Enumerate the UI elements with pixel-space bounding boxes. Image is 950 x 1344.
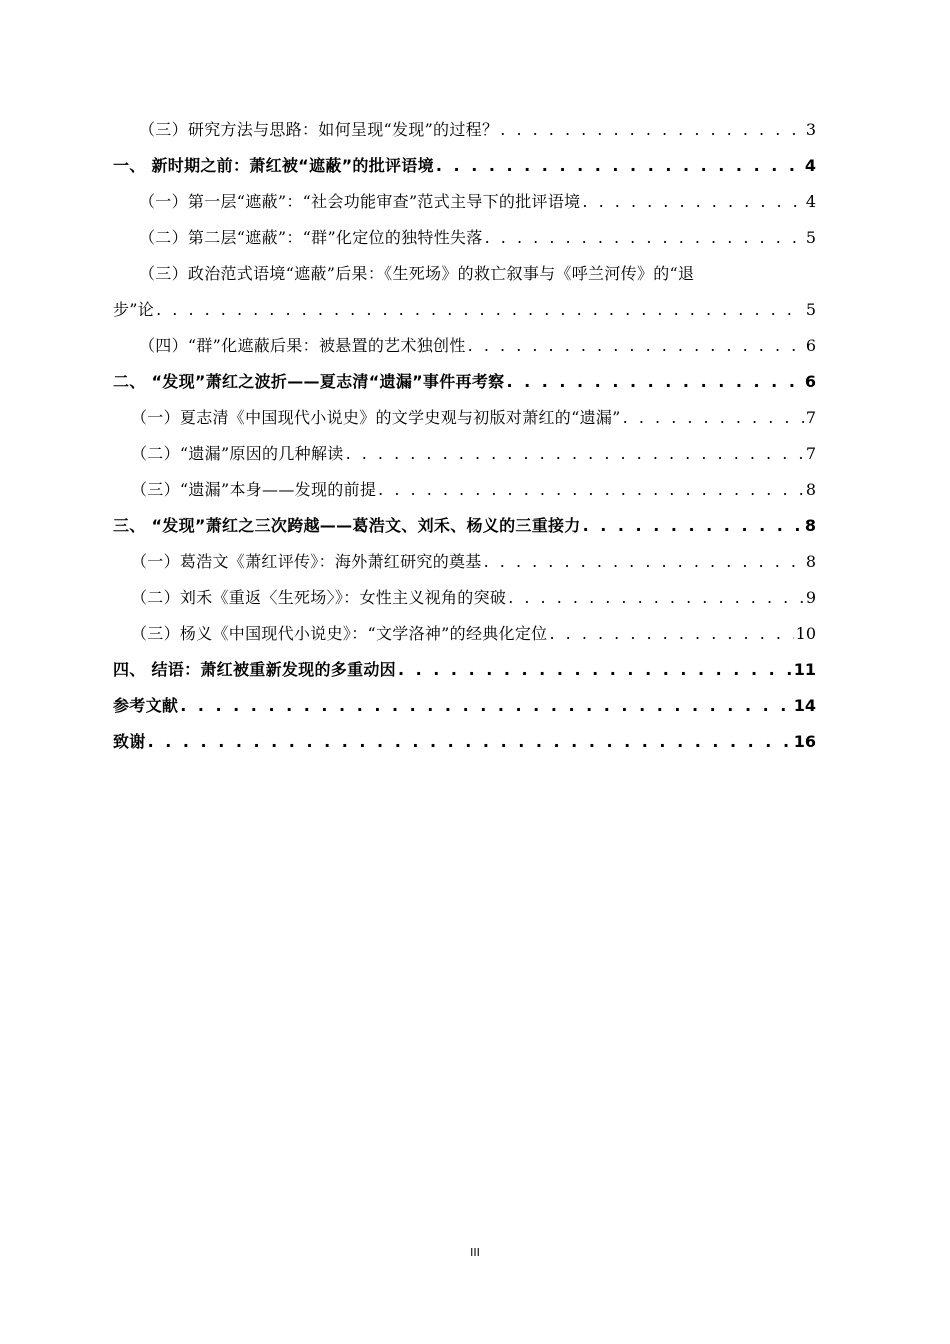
- toc-entry-title: 一、 新时期之前：萧红被“遮蔽”的批评语境: [113, 156, 434, 175]
- toc-entry-page: 8: [804, 516, 816, 535]
- toc-entry-page: 8: [805, 552, 816, 571]
- toc-entry-page: 6: [805, 336, 816, 355]
- toc-entry-page: 3: [805, 120, 816, 139]
- toc-entry-title: 参考文献: [113, 696, 179, 715]
- dot-leader: [484, 544, 804, 580]
- toc-entry-page: 11: [793, 660, 816, 679]
- page-number-footer: III: [470, 1246, 480, 1259]
- dot-leader: [148, 724, 792, 760]
- toc-entry-wrapped[interactable]: [113, 256, 816, 328]
- dot-leader: [500, 112, 804, 148]
- table-of-contents: [113, 112, 816, 760]
- toc-entry-page: 14: [793, 696, 816, 715]
- toc-entry[interactable]: [113, 112, 816, 148]
- toc-entry-title: （三）研究方法与思路：如何呈现“发现”的过程？: [139, 120, 499, 139]
- dot-leader: [623, 400, 804, 436]
- toc-entry[interactable]: [113, 544, 816, 580]
- toc-entry-page: 5: [805, 228, 816, 247]
- dot-leader: [508, 580, 804, 616]
- toc-chapter-entry[interactable]: [113, 364, 816, 400]
- toc-entry-title: 致谢: [113, 732, 146, 751]
- dot-leader: [180, 688, 792, 724]
- toc-entry-title: （一）夏志清《中国现代小说史》的文学史观与初版对萧红的“遗漏”: [131, 408, 621, 427]
- toc-entry-page: 4: [805, 192, 816, 211]
- dot-leader: [378, 472, 804, 508]
- toc-entry-page: 8: [805, 480, 816, 499]
- toc-entry-title: 四、 结语：萧红被重新发现的多重动因: [113, 660, 396, 679]
- dot-leader: [156, 292, 804, 328]
- toc-entry-title: 三、 “发现”萧红之三次跨越——葛浩文、刘禾、杨义的三重接力: [113, 516, 581, 535]
- toc-entry-title: （二）第二层“遮蔽”：“群”化定位的独特性失落: [139, 228, 483, 247]
- toc-entry-title: （二）“遗漏”原因的几种解读: [131, 444, 344, 463]
- toc-entry[interactable]: [113, 616, 816, 652]
- toc-entry-title-line2: 步”论: [113, 300, 155, 319]
- dot-leader: [468, 328, 804, 364]
- toc-entry[interactable]: [113, 220, 816, 256]
- dot-leader: [485, 220, 804, 256]
- toc-entry-page: 7: [805, 444, 816, 463]
- toc-entry-title: （二）刘禾《重返〈生死场〉》：女性主义视角的突破: [131, 588, 507, 607]
- dot-leader: [583, 508, 803, 544]
- toc-entry-page: 7: [805, 408, 816, 427]
- toc-entry-page: 4: [804, 156, 816, 175]
- dot-leader: [398, 652, 792, 688]
- toc-entry-page: 16: [793, 732, 816, 751]
- toc-references-entry[interactable]: [113, 688, 816, 724]
- dot-leader: [549, 616, 793, 652]
- toc-entry[interactable]: [113, 400, 816, 436]
- toc-entry[interactable]: [113, 328, 816, 364]
- dot-leader: [346, 436, 804, 472]
- toc-entry-title: （三）杨义《中国现代小说史》：“文学洛神”的经典化定位: [131, 624, 548, 643]
- toc-entry-title: （一）葛浩文《萧红评传》：海外萧红研究的奠基: [131, 552, 482, 571]
- toc-entry-title: （四）“群”化遮蔽后果：被悬置的艺术独创性: [139, 336, 466, 355]
- toc-acknowledgements-entry[interactable]: [113, 724, 816, 760]
- dot-leader: [436, 148, 803, 184]
- toc-entry-page: 10: [795, 624, 816, 643]
- toc-chapter-entry[interactable]: [113, 508, 816, 544]
- dot-leader: [506, 364, 802, 400]
- toc-entry[interactable]: [113, 472, 816, 508]
- toc-entry-title-line1: （三）政治范式语境“遮蔽”后果：《生死场》的救亡叙事与《呼兰河传》的“退: [139, 264, 695, 283]
- toc-entry-page: 9: [805, 588, 816, 607]
- toc-entry-title: 二、 “发现”萧红之波折——夏志清“遗漏”事件再考察: [113, 372, 505, 391]
- toc-entry[interactable]: [113, 580, 816, 616]
- toc-entry[interactable]: [113, 184, 816, 220]
- toc-chapter-entry[interactable]: [113, 652, 816, 688]
- dot-leader: [582, 184, 803, 220]
- toc-chapter-entry[interactable]: [113, 148, 816, 184]
- toc-entry-page: 5: [805, 300, 816, 319]
- toc-entry[interactable]: [113, 436, 816, 472]
- toc-entry-page: 6: [804, 372, 816, 391]
- toc-entry-title: （三）“遗漏”本身——发现的前提: [131, 480, 377, 499]
- toc-entry-title: （一）第一层“遮蔽”：“社会功能审查”范式主导下的批评语境: [139, 192, 581, 211]
